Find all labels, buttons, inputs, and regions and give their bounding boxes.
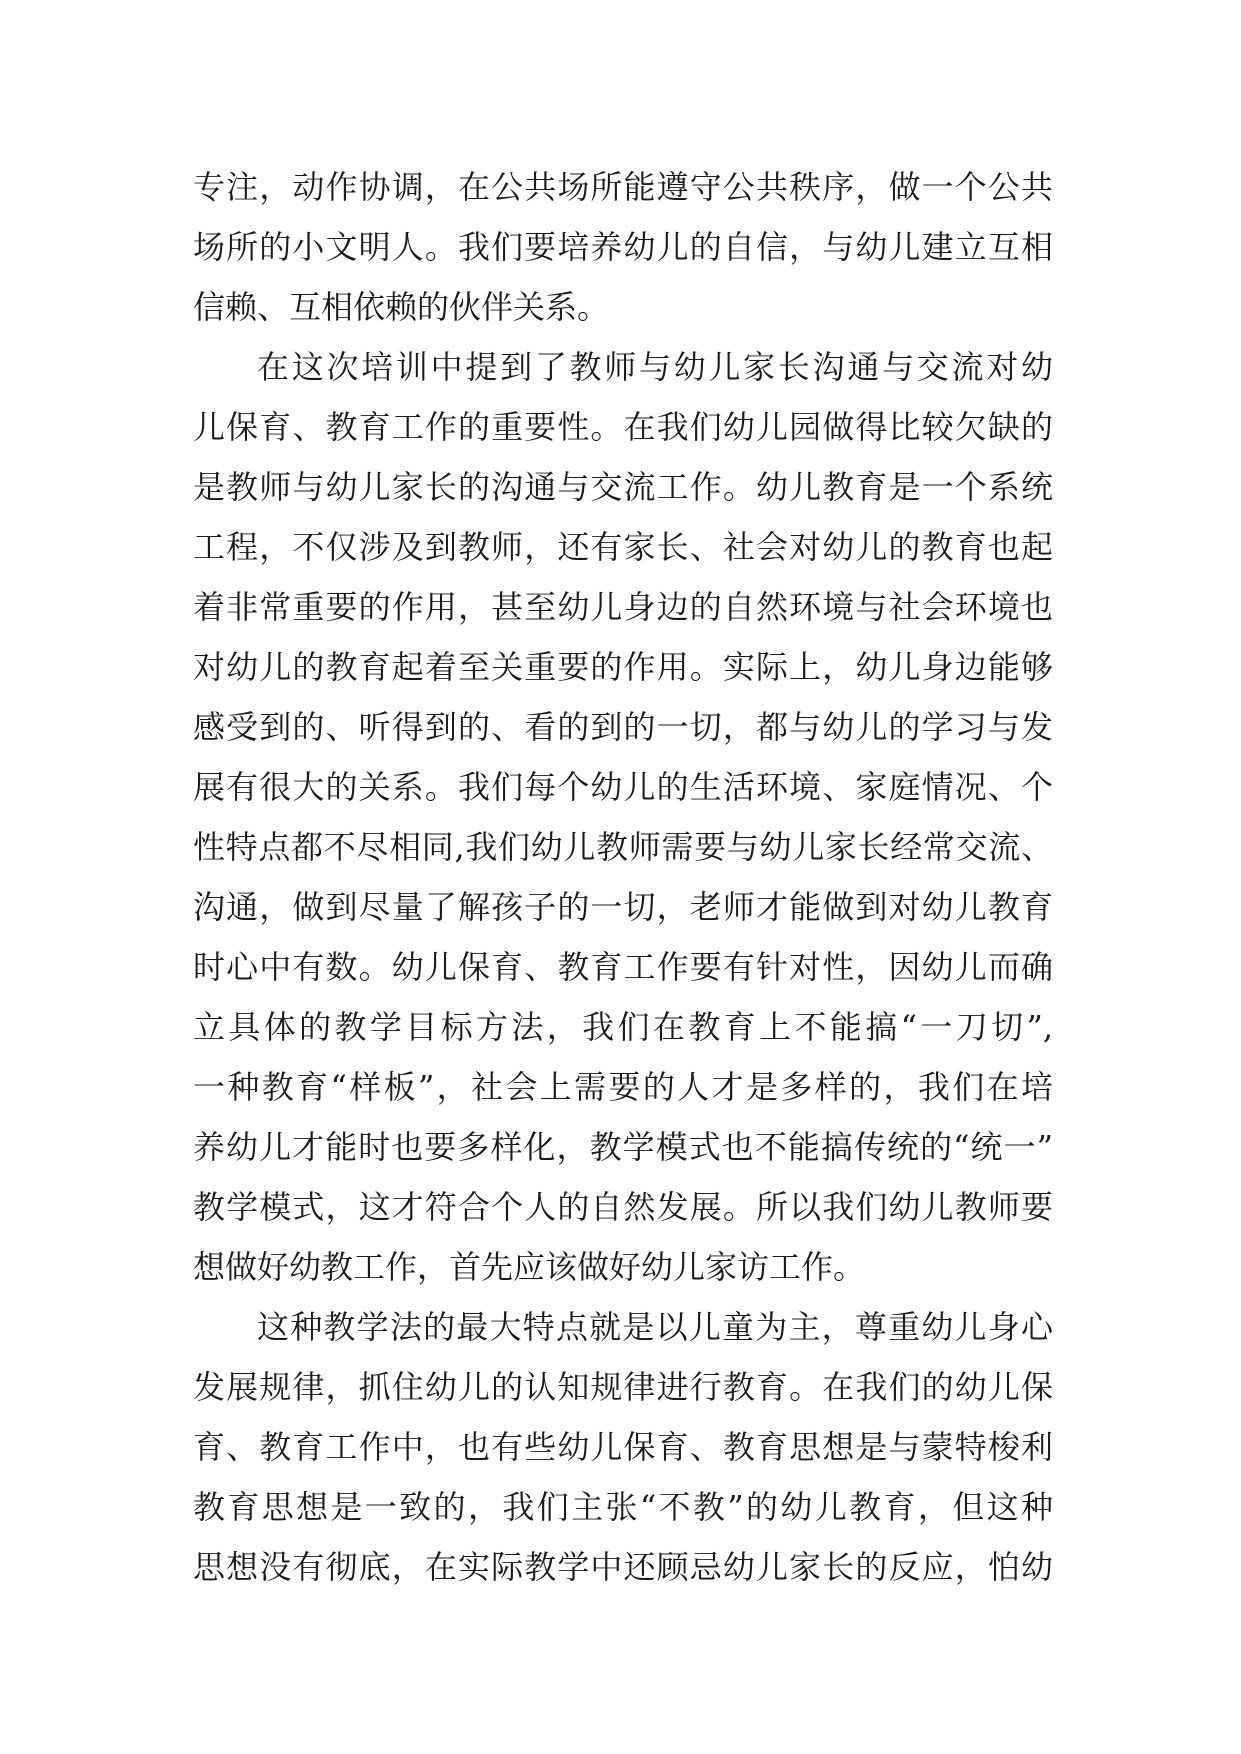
text-line: 教育思想是一致的，我们主张“不教”的幼儿教育，但这种 xyxy=(193,1488,1053,1526)
body-text xyxy=(193,157,1053,1597)
text-line: 感受到的、听得到的、看的到的一切，都与幼儿的学习与发 xyxy=(193,708,1053,746)
paragraph-1 xyxy=(193,157,1053,337)
text-line: 想做好幼教工作，首先应该做好幼儿家访工作。 xyxy=(193,1248,866,1286)
text-line: 养幼儿才能时也要多样化，教学模式也不能搞传统的“统一” xyxy=(193,1128,1053,1166)
text-line: 思想没有彻底，在实际教学中还顾忌幼儿家长的反应，怕幼 xyxy=(193,1548,1053,1586)
text-line: 教学模式，这才符合个人的自然发展。所以我们幼儿教师要 xyxy=(193,1188,1053,1226)
text-line: 性特点都不尽相同,我们幼儿教师需要与幼儿家长经常交流、 xyxy=(193,828,1053,866)
text-line: 时心中有数。幼儿保育、教育工作要有针对性，因幼儿而确 xyxy=(193,948,1053,986)
text-line: 这种教学法的最大特点就是以儿童为主，尊重幼儿身心 xyxy=(257,1308,1053,1346)
text-line: 专注，动作协调，在公共场所能遵守公共秩序，做一个公共 xyxy=(193,168,1053,206)
text-line: 对幼儿的教育起着至关重要的作用。实际上，幼儿身边能够 xyxy=(193,648,1053,686)
text-line: 沟通，做到尽量了解孩子的一切，老师才能做到对幼儿教育 xyxy=(193,888,1053,926)
paragraph-3 xyxy=(193,1297,1053,1597)
text-line: 一种教育“样板”，社会上需要的人才是多样的，我们在培 xyxy=(193,1068,1053,1106)
paragraph-2 xyxy=(193,337,1053,1297)
text-line: 是教师与幼儿家长的沟通与交流工作。幼儿教育是一个系统 xyxy=(193,468,1053,506)
text-line: 立具体的教学目标方法，我们在教育上不能搞“一刀切”, xyxy=(193,1008,1053,1046)
text-line: 在这次培训中提到了教师与幼儿家长沟通与交流对幼 xyxy=(257,348,1053,386)
text-line: 育、教育工作中，也有些幼儿保育、教育思想是与蒙特梭利 xyxy=(193,1428,1053,1466)
text-line: 场所的小文明人。我们要培养幼儿的自信，与幼儿建立互相 xyxy=(193,228,1053,266)
text-line: 展有很大的关系。我们每个幼儿的生活环境、家庭情况、个 xyxy=(193,768,1053,806)
text-line: 信赖、互相依赖的伙伴关系。 xyxy=(193,288,610,326)
text-line: 工程，不仅涉及到教师，还有家长、社会对幼儿的教育也起 xyxy=(193,528,1053,566)
text-line: 发展规律，抓住幼儿的认知规律进行教育。在我们的幼儿保 xyxy=(193,1368,1053,1406)
text-line: 儿保育、教育工作的重要性。在我们幼儿园做得比较欠缺的 xyxy=(193,408,1053,446)
text-line: 着非常重要的作用，甚至幼儿身边的自然环境与社会环境也 xyxy=(193,588,1053,626)
